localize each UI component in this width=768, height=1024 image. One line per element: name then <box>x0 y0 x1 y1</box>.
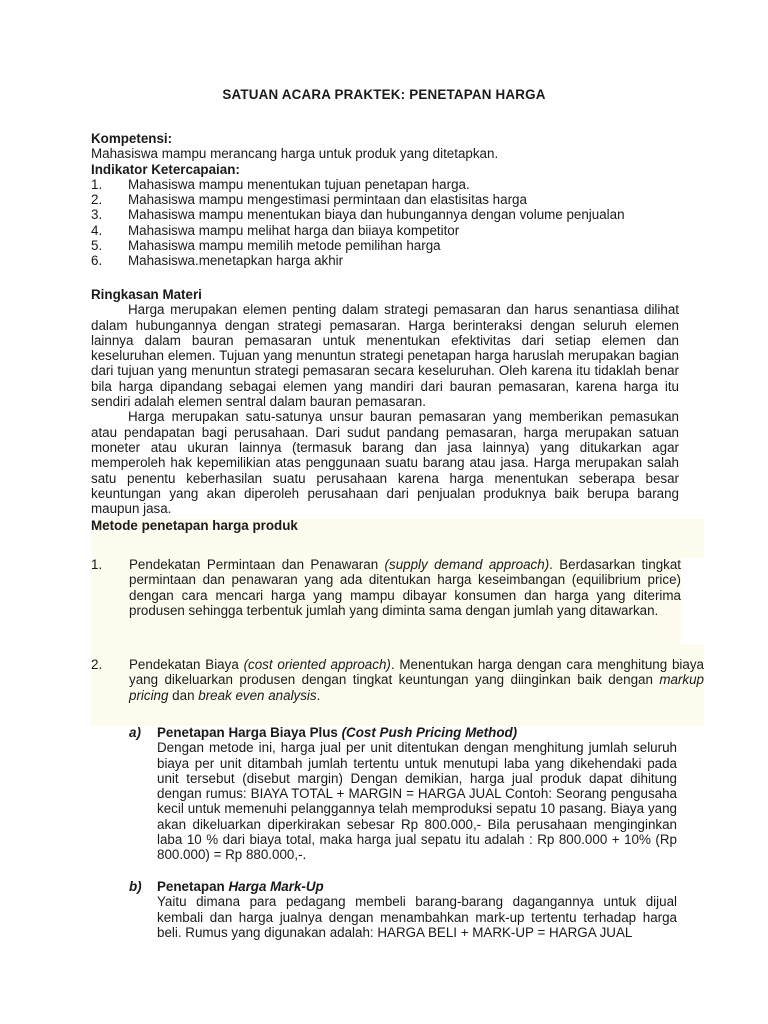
text-run: Pendekatan Permintaan dan Penawaran <box>129 557 385 572</box>
metode-item-1-text <box>129 557 681 618</box>
list-text: Mahasiswa mampu menentukan tujuan penetapan harga. <box>128 176 470 192</box>
italic-run: markup pricing <box>129 672 704 703</box>
list-item <box>91 223 679 238</box>
sub-item-a <box>129 725 677 863</box>
indikator-heading: Indikator Ketercapaian: <box>91 161 240 177</box>
kompetensi-section <box>91 131 679 269</box>
list-number: 3. <box>91 207 103 223</box>
ringkasan-section <box>91 287 679 516</box>
sub-a-body: Dengan metode ini, harga jual per unit ditentukan dengan menghitung jumlah seluruh biaya per unit ditambah jumlah tertentu untuk menutupi laba yang dikehendaki pada unit tersebut (disebut margin) Dengan demikian, harga jual produk dapat dihitung dengan rumus: BIAYA TOTAL + MARGIN = HARGA JUAL Contoh: Seorang pengusaha kecil untuk memenuhi pelanggannya telah memproduksi sepatu 10 pasang. Biaya yang akan dikeluarkan diperkirakan sebesar Rp 800.000,- Bila perusahaan menginginkan laba 10 % dari biaya total, maka harga jual sepatu itu adalah : Rp 800.000 + 10% (Rp 800.000) = Rp 880.000,-. <box>157 740 677 863</box>
text-run: . Berdasarkan tingkat permintaan dan penawaran yang ada ditentukan harga keseimbangan (equilibrium price) dengan cara mencari harga yang mampu dibayar konsumen dan harga yang diterima produsen sehingga terbentuk jumlah yang diminta sama dengan jumlah yang ditawarkan. <box>129 557 682 618</box>
list-number: 6. <box>91 253 103 269</box>
ringkasan-paragraph-2: Harga merupakan satu-satunya unsur bauran pemasaran yang memberikan pemasukan atau pendapatan bagi perusahaan. Dari sudut pandang pemasaran, harga merupakan satuan moneter atau ukuran lainnya (termasuk barang dan jasa lainnya) yang ditukarkan agar memperoleh hak kepemilikian atas penggunaan suatu barang atau jasa. Harga merupakan salah satu penentu keberhasilan suatu perusahaan karena harga menentukan seberapa besar keuntungan yang akan diperoleh perusahaan dari penjualan produknya baik berupa barang maupun jasa. <box>91 409 679 517</box>
sub-b-body: Yaitu dimana para pedagang membeli barang-barang dagangannya untuk dijual kembali dan harga jualnya dengan menambahkan mark-up tertentu terhadap harga beli. Rumus yang digunakan adalah: HARGA BELI + MARK-UP = HARGA JUAL <box>157 894 677 940</box>
list-text: Mahasiswa mampu memilih metode pemilihan harga <box>128 238 441 254</box>
sub-item-b <box>129 879 677 940</box>
ringkasan-heading: Ringkasan Materi <box>91 287 202 302</box>
metode-item-2 <box>91 657 704 703</box>
list-text: Mahasiswa mampu mengestimasi permintaan dan elastisitas harga <box>128 192 527 208</box>
ringkasan-paragraph-1: Harga merupakan elemen penting dalam strategi pemasaran dan harus senantiasa dilihat dalam hubungannya dengan strategi pemasaran. Harga berinteraksi dengan seluruh elemen lainnya dalam bauran pemasaran untuk menentukan efektivitas dari setiap elemen dan keseluruhan elemen. Tujuan yang menuntun strategi penetapan harga haruslah merupakan bagian dari tujuan yang menuntun strategi pemasaran secara keseluruhan. Oleh karena itu tidaklah benar bila harga dipandang sebagai elemen yang mandiri dari bauran pemasaran, karena harga itu sendiri adalah elemen sentral dalam bauran pemasaran. <box>91 302 679 410</box>
italic-run: Harga Mark-Up <box>228 879 324 894</box>
text-run: Penetapan <box>157 879 229 894</box>
kompetensi-text: Mahasiswa mampu merancang harga untuk produk yang ditetapkan. <box>91 146 499 162</box>
sub-b-title <box>157 879 324 894</box>
list-item <box>91 177 679 192</box>
text-run: dan <box>168 687 199 703</box>
list-number: 2. <box>91 657 103 672</box>
page-title: SATUAN ACARA PRAKTEK: PENETAPAN HARGA <box>222 87 546 102</box>
list-text: Mahasiswa mampu melihat harga dan biiaya kompetitor <box>128 222 460 238</box>
metode-heading: Metode penetapan harga produk <box>91 518 298 533</box>
sub-a-title <box>157 725 517 740</box>
list-number: 1. <box>91 176 103 192</box>
italic-run: (Cost Push Pricing Method) <box>341 725 518 740</box>
list-item <box>91 207 679 222</box>
list-number: 1. <box>91 557 103 572</box>
metode-item-1 <box>91 557 681 618</box>
italic-run: (supply demand approach) <box>384 557 550 572</box>
list-item <box>91 253 679 268</box>
list-number: 4. <box>91 222 103 238</box>
list-text: Mahasiswa.menetapkan harga akhir <box>128 253 344 269</box>
list-text: Mahasiswa mampu menentukan biaya dan hubungannya dengan volume penjualan <box>128 207 625 223</box>
text-run: Pendekatan Biaya <box>129 657 244 672</box>
list-item <box>91 238 679 253</box>
text-run: . <box>316 687 321 703</box>
text-run: . Menentukan harga dengan cara menghitung biaya yang dikeluarkan produsen dengan tingkat keuntungan yang diinginkan baik dengan <box>129 657 704 688</box>
list-item <box>91 192 679 207</box>
italic-run: (cost oriented approach) <box>243 657 391 672</box>
sub-label: a) <box>129 725 141 740</box>
metode-item-2-text <box>129 657 704 703</box>
italic-run: break even analysis <box>198 687 317 703</box>
sub-label: b) <box>129 879 142 894</box>
kompetensi-heading: Kompetensi: <box>91 131 173 146</box>
list-number: 2. <box>91 192 103 208</box>
text-run: Penetapan Harga Biaya Plus <box>157 725 342 740</box>
list-number: 5. <box>91 238 103 254</box>
